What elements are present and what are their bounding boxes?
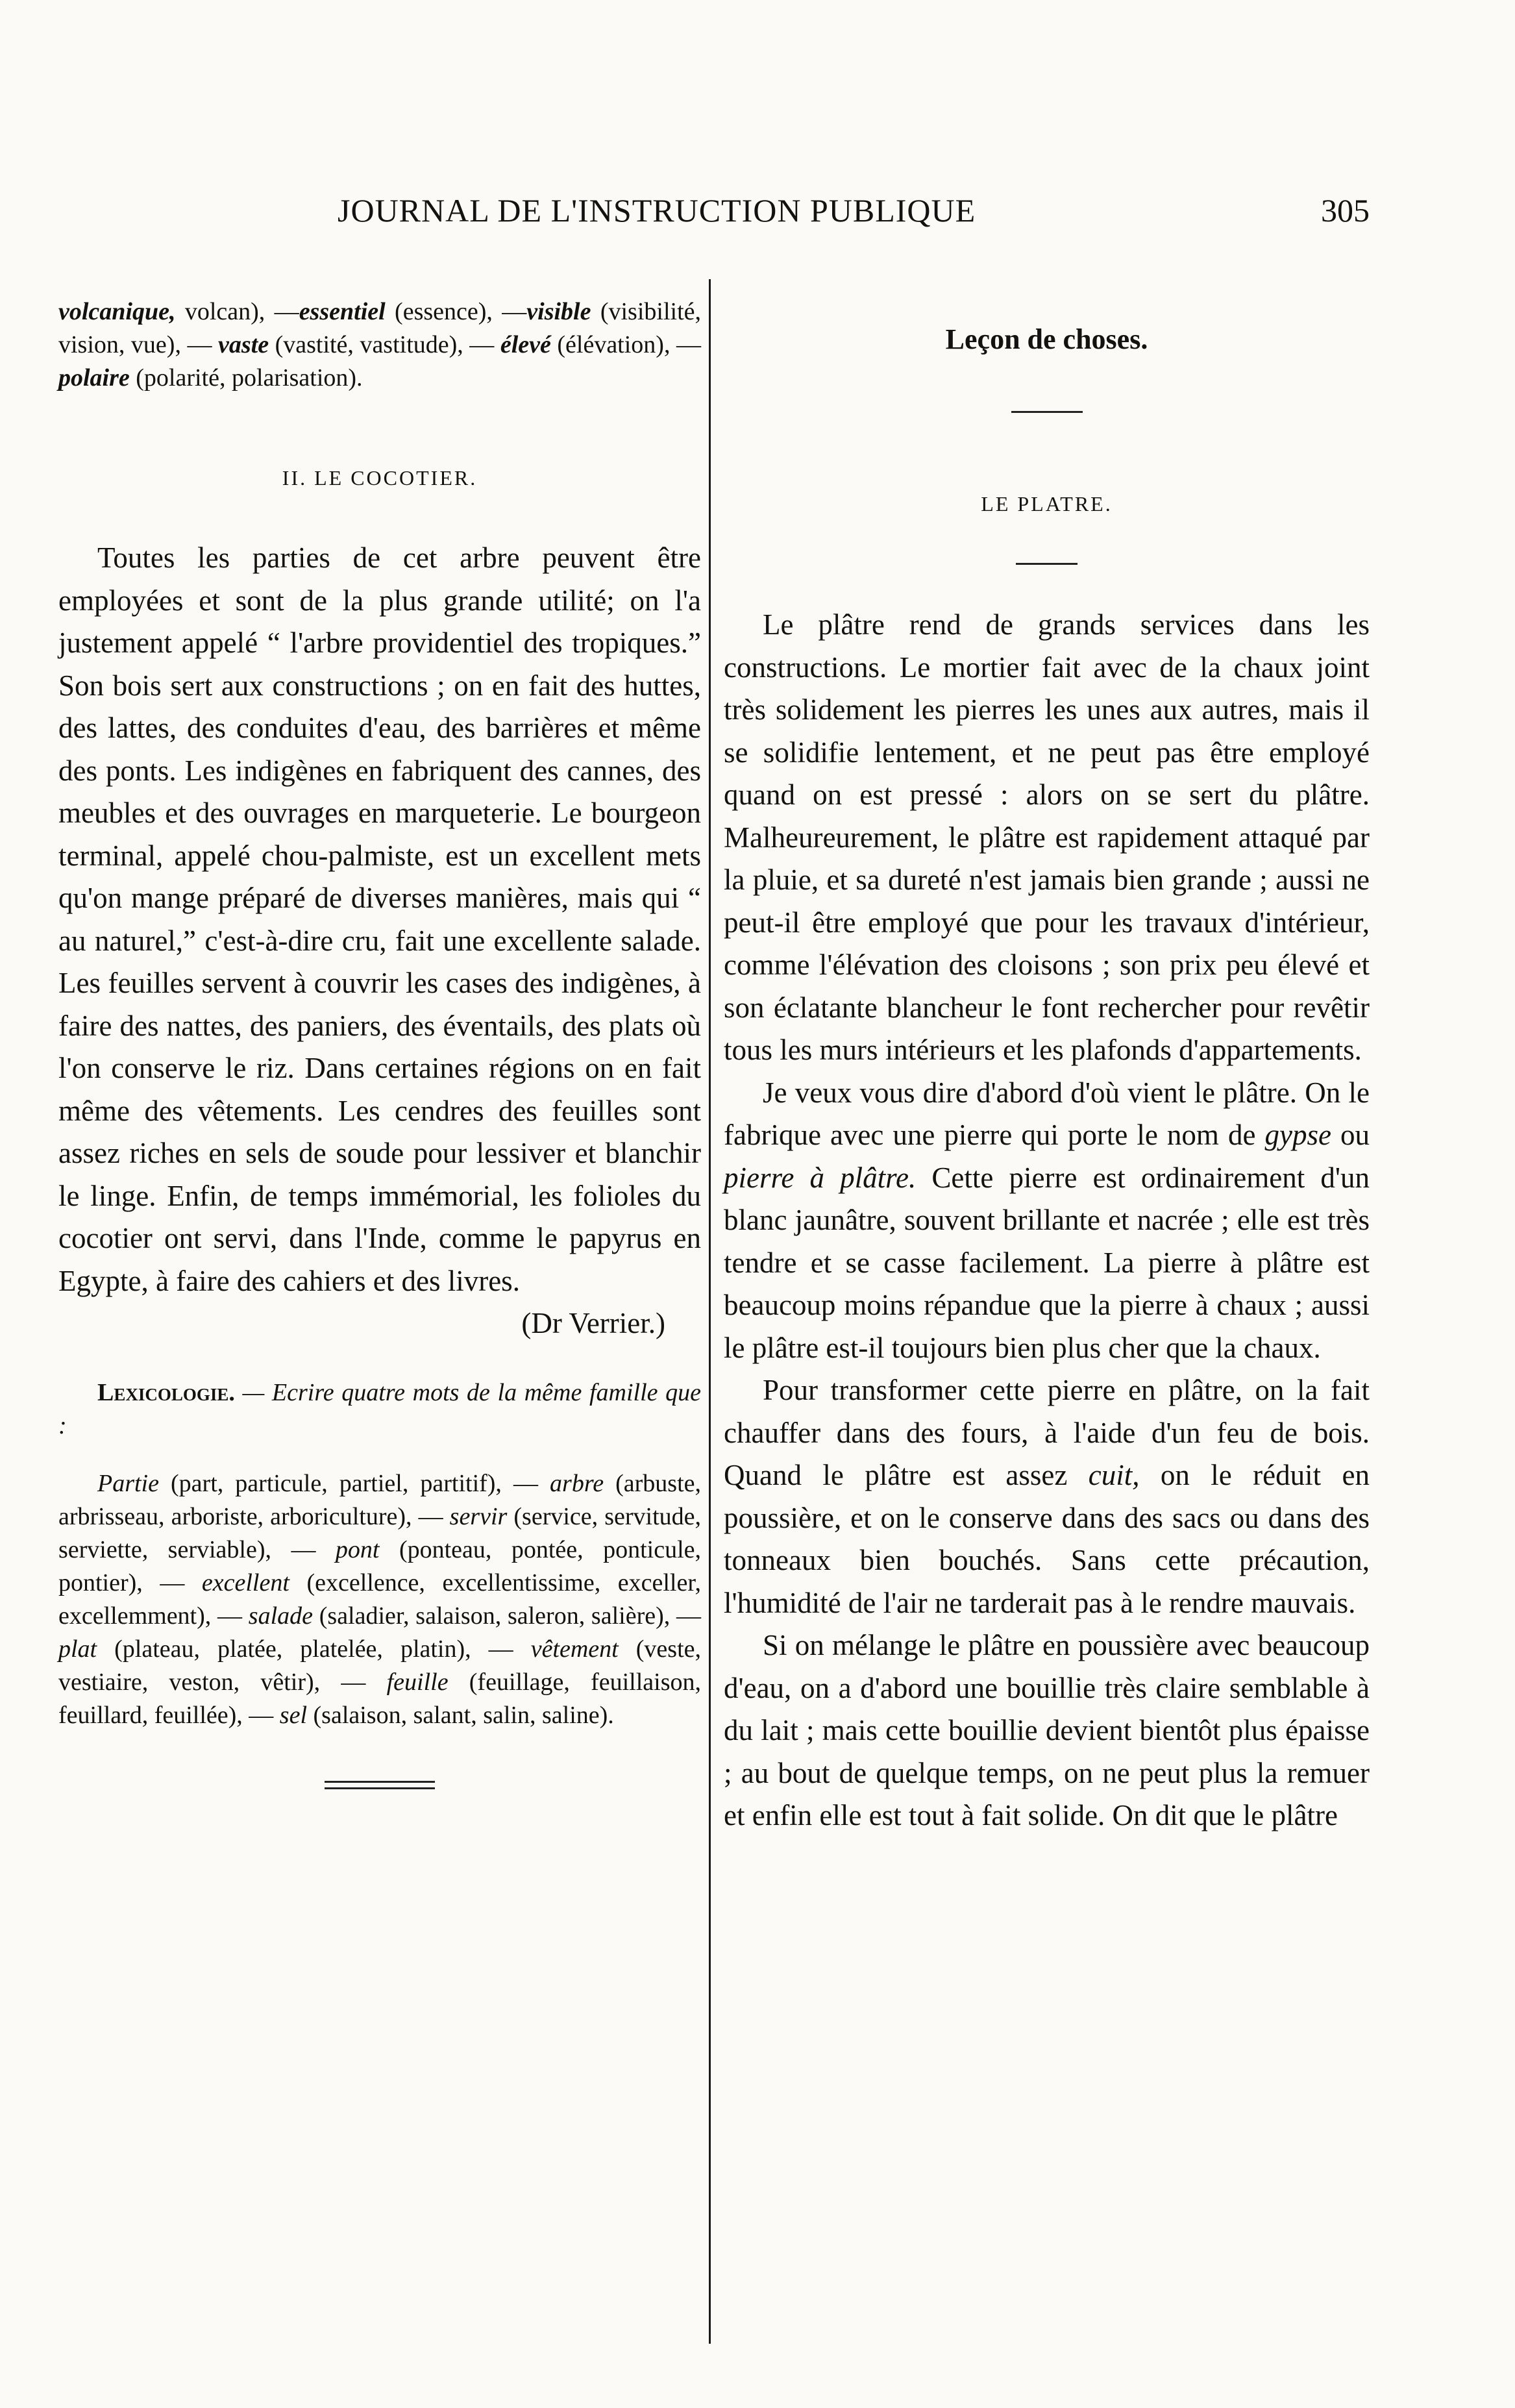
end-rule xyxy=(325,1781,435,1789)
column-divider xyxy=(709,279,711,2344)
word-polaire: polaire xyxy=(58,364,130,391)
word-gypse: gypse xyxy=(1264,1119,1331,1151)
text-segment: ou xyxy=(1331,1119,1370,1151)
running-header xyxy=(58,192,1370,243)
text-segment: Cette pierre est ordinairement d'un blanc jaunâtre, souvent brillante et nacrée ; elle est très tendre et se casse facilement. La pierre à plâtre est beaucoup moins répandue que la pierre à chaux ; aussi le plâtre est-il toujours bien plus cher que la chaux. xyxy=(724,1161,1370,1364)
text-segment: (plateau, platée, platelée, platin), — xyxy=(97,1635,531,1663)
word-visible: visible xyxy=(526,298,591,325)
page-number: 305 xyxy=(1321,192,1370,229)
text-segment: (saladier, salaison, saleron, salière), — xyxy=(313,1602,701,1630)
text-segment: Pour transformer cette pierre en plâtre, on la fait chauffer dans des fours, à l'aide d'un feu de bois. Quand le plâtre est assez xyxy=(724,1374,1370,1491)
text-segment: (essence), — xyxy=(385,298,527,325)
left-column xyxy=(58,295,701,1794)
word-volcanique: volcanique, xyxy=(58,298,176,325)
text-segment: on le réduit en poussière, et on le conserve dans des sacs ou dans des tonneaux bien bouchés. Sans cette précaution, l'humidité de l'air ne tarderait pas à le rendre mauvais. xyxy=(724,1459,1370,1619)
signature-line xyxy=(58,1302,701,1345)
word-eleve: élevé xyxy=(500,331,551,358)
lexicologie-instruction xyxy=(58,1376,701,1443)
platre-paragraph-1: Le plâtre rend de grands services dans les constructions. Le mortier fait avec de la chaux joint très solidement les pierres les unes aux autres, mais il se solidifie lentement, et ne peut pas être employé quand on est pressé : alors on se sert du plâtre. Malheureurement, le plâtre est rapidement attaqué par la pluie, et sa dureté n'est jamais bien grande ; aussi ne peut-il être employé que pour les travaux d'intérieur, comme l'élévation des cloisons ; son prix peu élevé et son éclatante blancheur le font rechercher pour revêtir tous les murs intérieurs et les plafonds d'appartements. xyxy=(724,608,1370,1066)
intro-paragraph xyxy=(58,295,701,395)
text-segment: (feuillage, feuillaison, feuillard, feuillée), — xyxy=(58,1668,701,1729)
lexicologie-prompt: — Ecrire quatre mots de la même famille que : xyxy=(58,1378,701,1439)
platre-paragraph-4: Si on mélange le plâtre en poussière avec beaucoup d'eau, on a d'abord une bouillie très claire semblable à du lait ; mais cette bouillie devient bientôt plus épaisse ; au bout de quelque temps, on ne peut plus la remuer et enfin elle est tout à fait solide. On dit que le plâtre xyxy=(724,1629,1370,1831)
word-feuille: feuille xyxy=(386,1668,449,1696)
text-segment: (visibilité, vision, vue), — xyxy=(58,298,701,358)
text-segment: (service, servitude, serviette, serviable), — xyxy=(58,1502,701,1563)
text-segment: (arbuste, arbrisseau, arboriste, arboriculture), — xyxy=(58,1469,702,1530)
word-vetement: vêtement xyxy=(530,1635,619,1663)
text-segment: (part, particule, partiel, partitif), — xyxy=(158,1469,550,1497)
text-segment: Je veux vous dire d'abord d'où vient le plâtre. On le fabrique avec une pierre qui porte le nom de xyxy=(724,1076,1370,1151)
right-column xyxy=(724,295,1370,1837)
author-signature: (Dr Verrier.) xyxy=(521,1307,665,1339)
word-excellent: excellent xyxy=(201,1569,289,1596)
word-essentiel: essentiel xyxy=(299,298,386,325)
platre-paragraph-2 xyxy=(724,1072,1370,1370)
text-segment: (excellence, excellentissime, exceller, excellemment), — xyxy=(58,1569,701,1630)
text-segment: (ponteau, pontée, ponticule, pontier), — xyxy=(58,1535,702,1596)
text-segment: (veste, vestiaire, veston, vêtir), — xyxy=(58,1635,701,1696)
word-salade: salade xyxy=(248,1602,313,1630)
lesson-subtitle: LE PLATRE. xyxy=(981,492,1113,515)
word-arbre: arbre xyxy=(550,1469,604,1497)
lexicologie-answers xyxy=(58,1467,701,1732)
cocotier-paragraph: Toutes les parties de cet arbre peuvent être employées et sont de la plus grande utilité; on l'a justement appelé “ l'arbre providentiel des tropiques.” Son bois sert aux constructions ; on en fait des huttes, des lattes, des conduites d'eau, des barrières et même des ponts. Les indigènes en fabriquent des cannes, des meubles et des ouvrages en marqueterie. Le bourgeon terminal, appelé chou-palmiste, est un excellent mets qu'on mange préparé de diverses manières, mais qui “ au naturel,” c'est-à-dire cru, fait une excellente salade. Les feuilles servent à couvrir les cases des indigènes, à faire des nattes, des paniers, des éventails, des plats où l'on conserve le riz. Dans certaines régions on en fait même des vêtements. Les cendres des feuilles sont assez riches en sels de soude pour lessiver et blanchir le linge. Enfin, de temps immémorial, les folioles du cocotier ont servi, dans l'Inde, comme le papyrus en Egypte, à faire des cahiers et des livres. xyxy=(58,541,701,1297)
text-segment: (polarité, polarisation). xyxy=(129,364,363,391)
lesson-title: Leçon de choses. xyxy=(945,323,1148,355)
word-vaste: vaste xyxy=(217,331,269,358)
word-partie: Partie xyxy=(97,1469,159,1497)
word-servir: servir xyxy=(449,1502,508,1530)
platre-paragraph-3 xyxy=(724,1369,1370,1624)
text-segment: (élévation), — xyxy=(550,331,701,358)
lexicologie-label: Lexicologie. xyxy=(97,1378,235,1406)
text-segment: (vastité, vastitude), — xyxy=(269,331,500,358)
journal-title: JOURNAL DE L'INSTRUCTION PUBLIQUE xyxy=(338,192,976,229)
text-segment: (salaison, salant, salin, saline). xyxy=(307,1701,614,1729)
section-heading-cocotier: II. LE COCOTIER. xyxy=(282,466,478,490)
word-plat: plat xyxy=(58,1635,97,1663)
word-cuit: cuit, xyxy=(1088,1459,1140,1491)
word-pont: pont xyxy=(335,1535,380,1563)
word-pierre-a-platre: pierre à plâtre. xyxy=(724,1161,917,1194)
word-sel: sel xyxy=(279,1701,308,1729)
text-segment: volcan), — xyxy=(175,298,299,325)
